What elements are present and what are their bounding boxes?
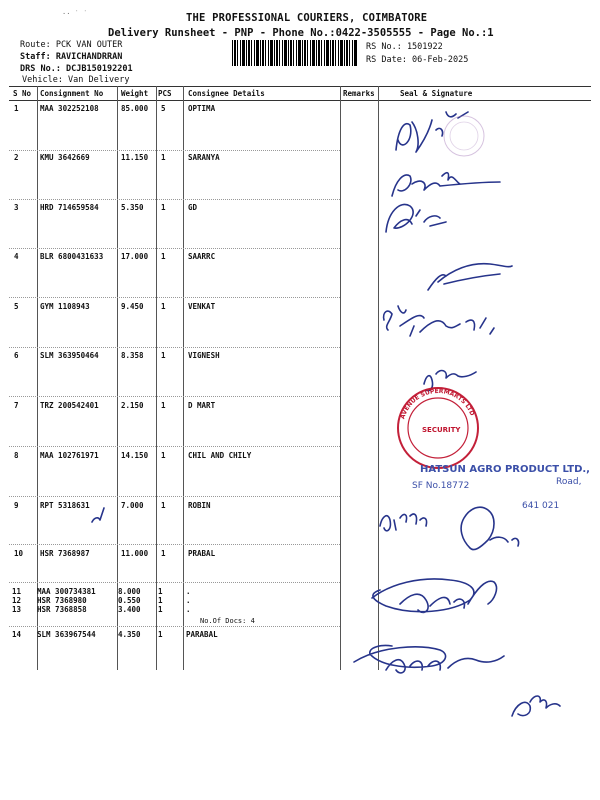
row-consignee: PARABAL [186,630,218,639]
rs-date: RS Date: 06-Feb-2025 [366,55,469,65]
row-pcs: 1 [161,451,166,460]
row-pcs: 1 [158,630,163,639]
company-title: THE PROFESSIONAL COURIERS, COIMBATORE [186,12,428,24]
row-consignment: SLM 363967544 [37,630,96,639]
runsheet-table [9,86,591,671]
row-sno: 13 [12,605,22,614]
row-divider [9,626,340,627]
row-consignee: VENKAT [188,302,216,311]
row-pcs: 1 [161,203,166,212]
row-consignment: MAA 102761971 [40,451,99,460]
row-consignment: MAA 300734381 [37,587,96,596]
row-pcs: 1 [161,401,166,410]
col-header-signature: Seal & Signature [400,89,473,98]
rs-number: RS No.: 1501922 [366,42,443,52]
row-sno: 14 [12,630,22,639]
row-divider [9,582,340,583]
row-divider [9,248,340,249]
row-sno: 8 [14,451,19,460]
row-weight: 2.150 [121,401,144,410]
row-weight: 7.000 [121,501,144,510]
row-divider [9,396,340,397]
table-header-divider [9,100,591,101]
row-weight: 8.000 [118,587,141,596]
row-consignee: GD [188,203,198,212]
row-consignment: TRZ 200542401 [40,401,99,410]
row-sno: 7 [14,401,19,410]
drs-number: DRS No.: DCJB150192201 [20,64,133,74]
row-consignee: SARANYA [188,153,220,162]
row-divider [9,446,340,447]
no-of-docs: No.Of Docs: 4 [200,617,255,625]
row-consignment: MAA 302252108 [40,104,99,113]
row-pcs: 1 [158,596,163,605]
col-header-consignee: Consignee Details [188,89,265,98]
row-weight: 9.450 [121,302,144,311]
row-divider [9,347,340,348]
row-pcs: 1 [161,252,166,261]
row-consignment: BLR 6800431633 [40,252,104,261]
row-pcs: 1 [158,605,163,614]
route-label: Route: PCK VAN OUTER [20,40,123,50]
row-pcs: 1 [161,501,166,510]
hatsun-stamp-pin: 641 021 [522,501,560,511]
row-weight: 5.350 [121,203,144,212]
hatsun-stamp-name: HATSUN AGRO PRODUCT LTD., [420,464,590,475]
col-header-sno: S No [13,89,32,98]
row-divider [9,496,340,497]
col-divider [378,86,379,670]
barcode [232,40,358,66]
row-sno: 1 [14,104,19,113]
row-weight: 0.550 [118,596,141,605]
row-pcs: 1 [158,587,163,596]
hatsun-stamp-road: Road, [556,477,582,487]
row-consignee: ROBIN [188,501,211,510]
row-pcs: 1 [161,302,166,311]
row-consignment: HSR 7368980 [37,596,87,605]
col-header-consignment: Consignment No [40,89,104,98]
row-consignment: HSR 7368987 [40,549,90,558]
row-divider [9,199,340,200]
row-pcs: 5 [161,104,166,113]
row-consignee: CHIL AND CHILY [188,451,252,460]
col-divider [340,86,341,670]
row-sno: 3 [14,203,19,212]
row-consignment: RPT 5318631 [40,501,90,510]
col-header-weight: Weight [121,89,149,98]
staff-label: Staff: RAVICHANDRRAN [20,52,123,62]
row-sno: 2 [14,153,19,162]
row-pcs: 1 [161,351,166,360]
row-divider [9,297,340,298]
col-header-pcs: PCS [158,89,172,98]
row-weight: 17.000 [121,252,149,261]
row-consignee: PRABAL [188,549,216,558]
row-consignee: SAARRC [188,252,216,261]
row-consignment: HRD 714659584 [40,203,99,212]
row-consignee: D MART [188,401,216,410]
row-weight: 4.350 [118,630,141,639]
row-consignment: KMU 3642669 [40,153,90,162]
vehicle-label: Vehicle: Van Delivery [22,75,130,85]
row-consignee: OPTIMA [188,104,216,113]
row-weight: 11.150 [121,153,149,162]
row-pcs: 1 [161,549,166,558]
row-consignment: HSR 7368858 [37,605,87,614]
row-weight: 3.400 [118,605,141,614]
row-sno: 4 [14,252,19,261]
row-consignee: VIGNESH [188,351,220,360]
row-pcs: 1 [161,153,166,162]
row-consignee: . [186,587,191,596]
row-sno: 11 [12,587,22,596]
row-weight: 8.358 [121,351,144,360]
row-divider [9,544,340,545]
row-consignee: . [186,596,191,605]
stamp-center-text: SECURITY [422,426,461,434]
row-consignee: . [186,605,191,614]
row-divider [9,150,340,151]
hatsun-stamp-address: SF No.18772 [412,481,470,491]
runsheet-subtitle: Delivery Runsheet - PNP - Phone No.:0422-3505555 - Page No.:1 [108,27,494,39]
col-header-remarks: Remarks [343,89,375,98]
row-sno: 6 [14,351,19,360]
row-weight: 85.000 [121,104,149,113]
row-sno: 12 [12,596,22,605]
row-consignment: SLM 363950464 [40,351,99,360]
row-sno: 9 [14,501,19,510]
row-consignment: GYM 1108943 [40,302,90,311]
row-weight: 14.150 [121,451,149,460]
row-sno: 5 [14,302,19,311]
stamp-ring-text: AVENUE SUPERMARTS LTD [399,387,476,420]
row-weight: 11.000 [121,549,149,558]
header-scribble: ·· ˙ ˙ [62,10,88,18]
row-sno: 10 [14,549,24,558]
